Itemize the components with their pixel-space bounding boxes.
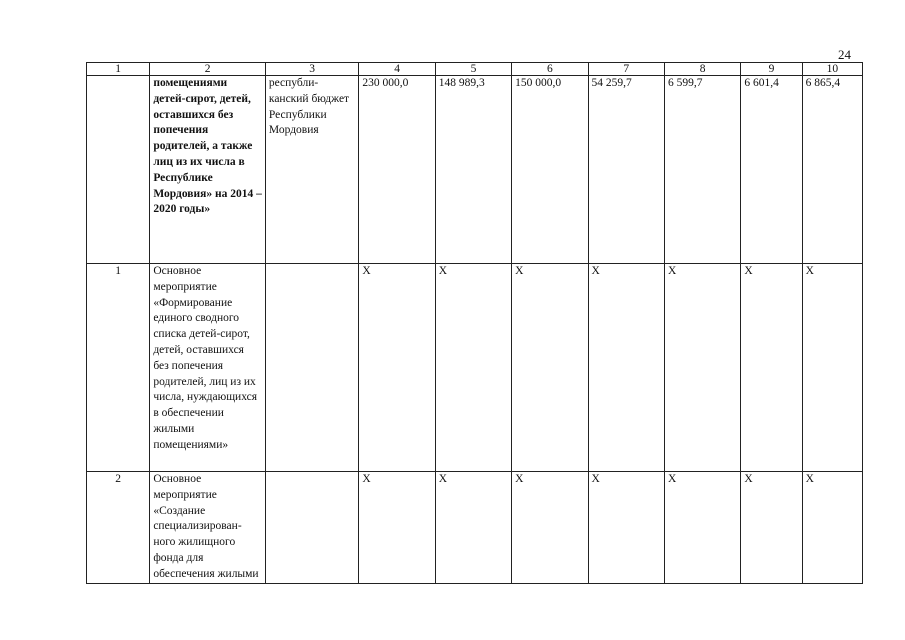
value-cell: Х [435,472,511,584]
value-cell: Х [588,472,664,584]
value-cell: 230 000,0 [359,76,435,264]
header-cell: 1 [87,63,150,76]
value-cell: Х [741,264,802,472]
value-cell: Х [802,264,862,472]
header-cell: 7 [588,63,664,76]
measure-name: Основное мероприятие «Формирование единого сводного списка детей-сирот, детей, оставшихся без попечения родителей, лиц из их числа, нуждающихся в обеспечении жилыми помещениями» [150,264,266,472]
measure-name: Основное мероприятие «Создание специализирован-ного жилищного фонда для обеспечения жилыми [150,472,266,584]
header-cell: 10 [802,63,862,76]
value-cell: 54 259,7 [588,76,664,264]
value-cell: 6 865,4 [802,76,862,264]
row-number: 1 [87,264,150,472]
value-cell: 148 989,3 [435,76,511,264]
row-number [87,76,150,264]
header-row [87,63,863,76]
header-cell: 4 [359,63,435,76]
value-cell: 6 601,4 [741,76,802,264]
table-row [87,264,863,472]
funding-source [265,472,358,584]
value-cell: Х [741,472,802,584]
value-cell: Х [802,472,862,584]
row-number: 2 [87,472,150,584]
value-cell: Х [512,472,588,584]
program-name: помещениями детей-сирот, детей, оставшихся без попечения родителей, а также лиц из их числа в Республике Мордовия» на 2014 – 2020 годы» [150,76,266,264]
funding-source [265,264,358,472]
header-cell: 5 [435,63,511,76]
header-cell: 9 [741,63,802,76]
header-cell: 6 [512,63,588,76]
value-cell: Х [664,472,740,584]
funding-source: республи-канский бюджет Республики Мордовия [265,76,358,264]
program-table [86,62,863,584]
value-cell: Х [359,472,435,584]
value-cell: 6 599,7 [664,76,740,264]
value-cell: Х [435,264,511,472]
value-cell: Х [588,264,664,472]
value-cell: 150 000,0 [512,76,588,264]
table-row [87,472,863,584]
page-number: 24 [838,47,851,62]
header-cell: 8 [664,63,740,76]
header-cell: 2 [150,63,266,76]
table-row [87,76,863,264]
value-cell: Х [512,264,588,472]
value-cell: Х [664,264,740,472]
header-cell: 3 [265,63,358,76]
value-cell: Х [359,264,435,472]
